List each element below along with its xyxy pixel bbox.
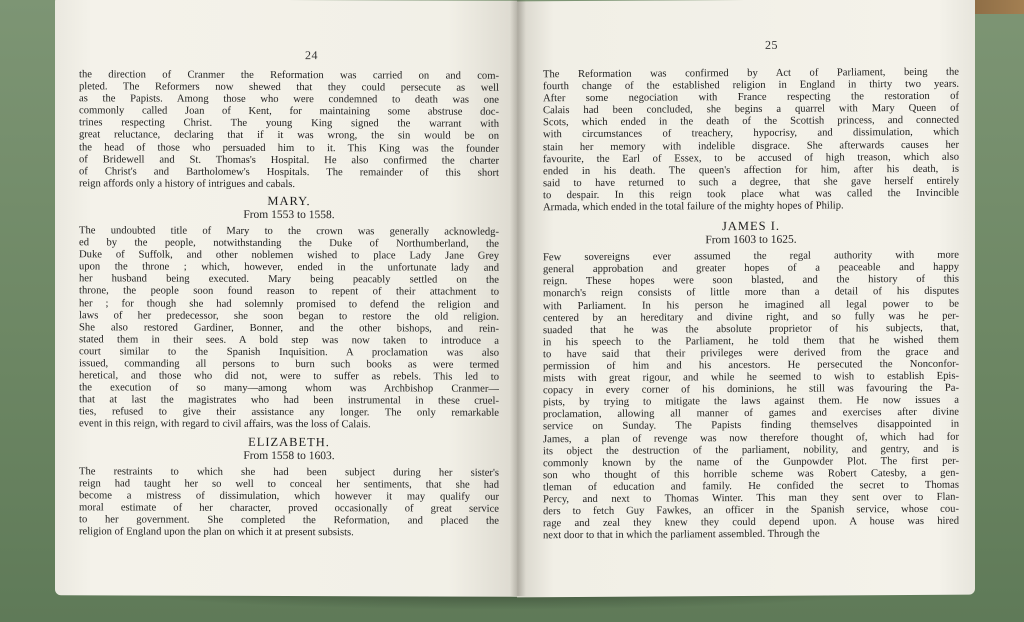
- book-gutter: [510, 0, 526, 596]
- text-line: Duke of Suffolk, and other noblemen wished to place Lady Jane Grey: [79, 249, 499, 262]
- text-line: service on Sunday. The Papists finding themselves disappointed in: [543, 419, 959, 433]
- text-line: ties, refused to give their assistance any longer. The only remarkable: [79, 406, 499, 420]
- paragraph-james-reign: [543, 250, 959, 543]
- text-line: the direction of Cranmer the Reformation was carried on and com-: [79, 69, 499, 82]
- page-number-left: 24: [305, 48, 318, 63]
- section-heading-james: JAMES I.: [721, 218, 780, 234]
- section-heading-elizabeth: ELIZABETH.: [248, 434, 330, 449]
- text-line: stain her memory with indelible disgrace. She afterwards causes her: [543, 139, 959, 153]
- text-line: commonly known by the name of the Gunpowder Plot. The first per-: [543, 455, 959, 469]
- text-line: heretical, and those who did not, were to suffer as rebels. This led to: [79, 370, 499, 383]
- text-line: reign affords only a history of intrigues and cabals.: [79, 178, 296, 190]
- text-line: court similar to the Spanish Inquisition. A proclamation was also: [79, 346, 499, 359]
- text-line: with Parliament. In his person he imagined all legal power to be: [543, 298, 959, 312]
- text-line: the execution of so many—among whom was Archbishop Cranmer—: [79, 382, 499, 395]
- text-line: Percy, and next to Thomas Winter. This man they sent over to Flan-: [543, 491, 959, 506]
- text-line: laws of her predecessor, she soon began to restore the old religion.: [79, 309, 499, 323]
- open-book: [55, 0, 980, 600]
- section-dates-james: From 1603 to 1625.: [705, 233, 797, 247]
- text-line: suaded that he was the absolute proprietor of his subjects, that,: [543, 322, 959, 336]
- text-line: of Bridewell and St. Thomas's Hospital. He also confirmed the charter: [79, 153, 499, 167]
- text-line: pleted. The Reformers now shewed that they could persecute as well: [79, 81, 499, 94]
- text-line: to have said that their privileges were derived from the grace and: [543, 346, 959, 361]
- text-line: stated them in their sees. A bold step was now taken to introduce a: [79, 334, 499, 347]
- text-line: to despair. In this reign took place what was called the Invincible: [543, 187, 959, 202]
- text-line: favourite, the Earl of Essex, to be accused of high treason, which also: [543, 151, 959, 165]
- text-line: with circumstances of treachery, hypocrisy, and dissimulation, which: [543, 127, 959, 141]
- text-line: The Reformation was confirmed by Act of Parliament, being the: [543, 66, 959, 81]
- text-line: as the Papists. Among those who were condemned to death was one: [79, 93, 499, 106]
- text-line: reign had taught her so well to conceal her sentiments, that she had: [79, 477, 499, 491]
- text-line: religion of England upon the plan on which it at present subsists.: [79, 526, 354, 539]
- text-line: pists, by trying to mitigate the laws against them. He now issues a: [543, 394, 959, 409]
- section-dates-mary: From 1553 to 1558.: [243, 208, 335, 222]
- text-line: great reluctance, declaring that if it was wrong, the sin would be on: [79, 129, 499, 143]
- text-line: ed by the people, notwithstanding the Duke of Northumberland, the: [79, 237, 499, 250]
- text-line: her ; for though she had solemnly promised to defend the religion and: [79, 297, 499, 311]
- section-heading-mary: MARY.: [267, 193, 311, 209]
- text-line: its object the destruction of the parliament, nobility, and gentry, and is: [543, 443, 959, 457]
- text-line: of Christ's and Bartholomew's Hospitals. The remainder of this short: [79, 166, 499, 179]
- text-line: trines respecting Christ. The young King signed the warrant with: [79, 117, 499, 131]
- paragraph-edward-reign: [79, 69, 499, 191]
- right-page: [517, 0, 975, 597]
- text-line: centered by an hereditary and divine right, and so fully was he per-: [543, 310, 959, 324]
- text-line: The restraints to which she had been subject during her sister's: [79, 465, 499, 479]
- text-line: in his speech to the Parliament, he told them that he wished them: [543, 334, 959, 349]
- text-line: said to have returned to such a degree, that she gave herself entirely: [543, 175, 959, 190]
- page-number-right: 25: [765, 37, 778, 52]
- text-line: permission of him and his ancestors. He persecuted the Nonconfor-: [543, 358, 959, 373]
- paragraph-elizabeth-reign: [79, 466, 499, 540]
- left-page-text: [79, 69, 499, 540]
- section-dates-elizabeth: From 1558 to 1603.: [243, 449, 335, 462]
- text-line: general approbation and greater hopes of a peaceable and happy: [543, 261, 959, 276]
- text-line: fourth change of the established religion in England in thirty two years.: [543, 78, 959, 93]
- text-line: the head of those who persuaded him to it. This King was the founder: [79, 141, 499, 155]
- text-line: next door to that in which the parliament assembled. Through the: [543, 528, 820, 542]
- text-line: son who thought of this horrible scheme was Robert Catesby, a gen-: [543, 467, 959, 482]
- text-line: reign. These hopes were soon blasted, and the history of this: [543, 274, 959, 288]
- text-line: become a mistress of dissimulation, which however it may qualify our: [79, 489, 499, 503]
- text-line: copacy in every corner of his dominions, he still was favouring the Pa-: [543, 382, 959, 397]
- text-line: proclamation, allowing all manner of games and exercises after divine: [543, 407, 959, 421]
- text-line: Calais had been concluded, she begins a quarrel with Mary Queen of: [543, 102, 959, 117]
- text-line: throne, the people soon found reason to repent of their attachment to: [79, 285, 499, 299]
- text-line: James, a plan of revenge was now therefore thought of, which had for: [543, 431, 959, 445]
- text-line: commonly called Joan of Kent, for maintaining some abstruse doc-: [79, 105, 499, 119]
- paragraph-mary-reign: [79, 225, 499, 432]
- text-line: upon the throne ; which, however, ended in the unfortunate lady and: [79, 261, 499, 274]
- left-page: [55, 0, 517, 597]
- paragraph-elizabeth-continued: [543, 67, 959, 215]
- text-line: Scots, which ended in the death of the Scottish princess, and connected: [543, 115, 959, 129]
- text-line: monarch's reign consists of little more than a detail of his disputes: [543, 286, 959, 300]
- text-line: Armada, which ended in the total failure of the mighty hopes of Philip.: [543, 200, 844, 214]
- text-line: that at last the magistrates who had been instrumental in these cruel-: [79, 394, 499, 407]
- text-line: After some negociation with France respecting the restoration of: [543, 90, 959, 105]
- text-line: Few sovereigns ever assumed the regal authority with more: [543, 249, 959, 264]
- text-line: moral estimate of her character, proved occasionally of great service: [79, 502, 499, 515]
- text-line: rage and zeal they knew they could depend upon. A house was hired: [543, 515, 959, 530]
- text-line: ders to fetch Guy Fawkes, an officer in the Spanish service, whose cou-: [543, 503, 959, 518]
- text-line: issued, commanding all persons to burn such books as were termed: [79, 358, 499, 371]
- text-line: her husband being executed. Mary being peacably settled on the: [79, 273, 499, 287]
- text-line: The undoubted title of Mary to the crown was generally acknowledg-: [79, 225, 499, 238]
- text-line: mists with great rigour, and while he seemed to wish to establish Epis-: [543, 370, 959, 385]
- text-line: event in this reign, with regard to civil affairs, was the loss of Calais.: [79, 418, 371, 431]
- right-page-text: [543, 67, 959, 543]
- text-line: to her government. She completed the Reformation, and placed the: [79, 514, 499, 527]
- text-line: ended in his death. The queen's affection for him, after his death, is: [543, 163, 959, 177]
- text-line: tleman of education and family. He confided the secret to Thomas: [543, 479, 959, 494]
- text-line: She also restored Gardiner, Bonner, and the other bishops, and rein-: [79, 321, 499, 335]
